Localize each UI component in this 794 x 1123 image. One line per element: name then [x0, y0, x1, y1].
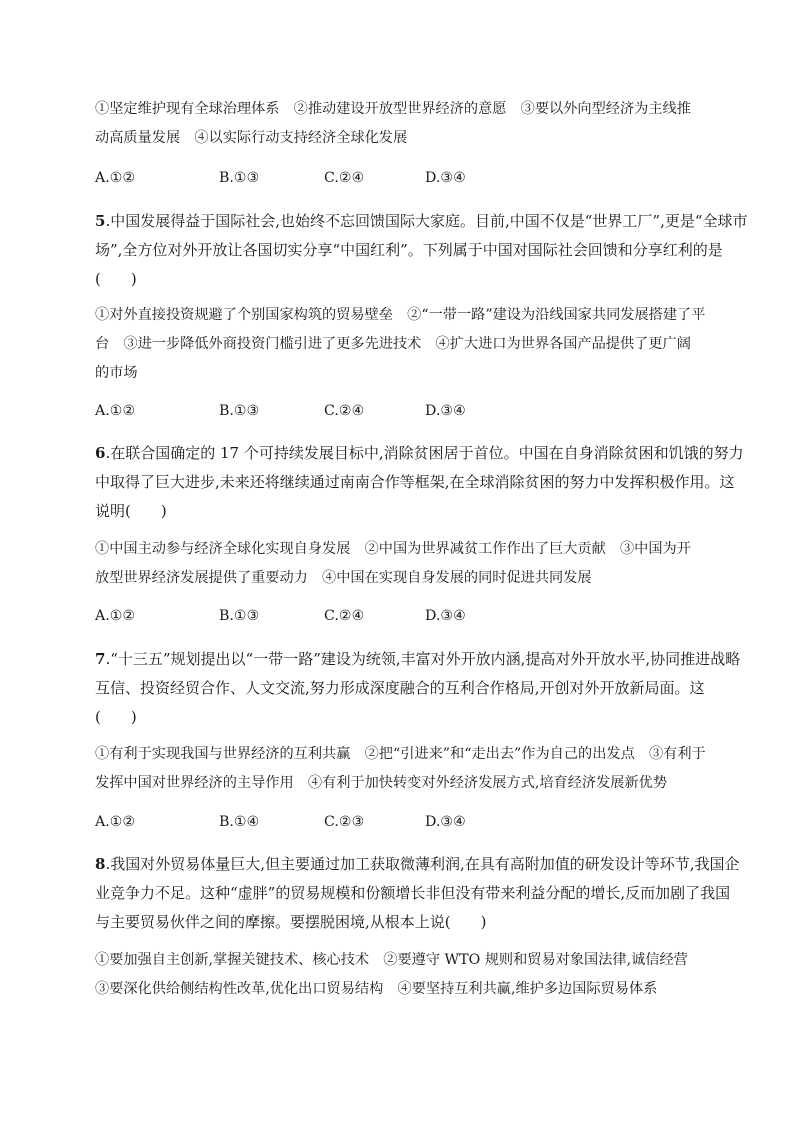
stem-line: 8.我国对外贸易体量巨大,但主要通过加工获取微薄利润,在具有高附加值的研发设计等环节,我国企: [95, 855, 740, 873]
q6-stem: [95, 439, 744, 526]
statement-line: 台 ③进一步降低外商投资门槛引进了更多先进技术 ④扩大进口为世界各国产品提供了更广阔: [95, 336, 691, 352]
stem-line: ( ): [95, 708, 137, 726]
statement-line: ①要加强自主创新,掌握关键技术、核心技术 ②要遵守 WTO 规则和贸易对象国法律,诚信经营: [95, 952, 688, 968]
statement-line: ①对外直接投资规避了个别国家构筑的贸易壁垒 ②“一带一路”建设为沿线国家共同发展搭建了平: [95, 307, 706, 323]
q5-stem: [95, 207, 748, 294]
stem-line: 6.在联合国确定的 17 个可持续发展目标中,消除贫困居于首位。中国在自身消除贫困和饥饿的努力: [95, 444, 744, 462]
option-a[interactable]: A.①②: [95, 814, 136, 830]
q8-stem: [95, 850, 740, 937]
q7-stem: [95, 645, 741, 732]
question-number: 8: [95, 855, 106, 873]
stem-line: 互信、投资经贸合作、人文交流,努力形成深度融合的互利合作格局,开创对外开放新局面。这: [95, 679, 705, 697]
option-c[interactable]: C.②④: [324, 608, 365, 624]
stem-line: 与主要贸易伙伴之间的摩擦。要摆脱困境,从根本上说( ): [95, 913, 487, 931]
option-a[interactable]: A.①②: [95, 170, 136, 186]
option-b[interactable]: B.①③: [219, 170, 260, 186]
stem-line: 业竞争力不足。这种“虚胖”的贸易规模和份额增长非但没有带来利益分配的增长,反而加剧了我国: [95, 884, 731, 902]
stem-line: 说明( ): [95, 502, 167, 520]
stem-line: 中取得了巨大进步,未来还将继续通过南南合作等框架,在全球消除贫困的努力中发挥积极作用。这: [95, 473, 735, 491]
stem-line: 5.中国发展得益于国际社会,也始终不忘回馈国际大家庭。目前,中国不仅是“世界工厂”,更是“全球市: [95, 212, 748, 230]
statement-line: 动高质量发展 ④以实际行动支持经济全球化发展: [95, 130, 408, 146]
q8-statements: [95, 946, 705, 1004]
stem-line: 场”,全方位对外开放让各国切实分享“中国红利”。下列属于中国对国际社会回馈和分享红利的是: [95, 241, 723, 259]
option-b[interactable]: B.①④: [219, 814, 260, 830]
option-b[interactable]: B.①③: [219, 608, 260, 624]
q6-options: [95, 608, 515, 632]
q4-options: [95, 170, 515, 194]
statement-line: ①中国主动参与经济全球化实现自身发展 ②中国为世界减贫工作作出了巨大贡献 ③中国为开: [95, 541, 691, 557]
stem-line: ( ): [95, 270, 137, 288]
statement-line: 的市场: [95, 365, 138, 381]
option-c[interactable]: C.②③: [324, 814, 365, 830]
statement-line: ③要深化供给侧结构性改革,优化出口贸易结构 ④要坚持互利共赢,维护多边国际贸易体系: [95, 981, 658, 997]
option-d[interactable]: D.③④: [425, 814, 466, 830]
statement-line: 发挥中国对世界经济的主导作用 ④有利于加快转变对外经济发展方式,培育经济发展新优势: [95, 775, 668, 791]
stem-line: 7.“十三五”规划提出以“一带一路”建设为统领,丰富对外开放内涵,提高对外开放水平,协同推进战略: [95, 650, 741, 668]
q6-statements: [95, 535, 705, 593]
option-a[interactable]: A.①②: [95, 608, 136, 624]
question-number: 5: [95, 212, 106, 230]
q7-statements: [95, 740, 705, 798]
option-c[interactable]: C.②④: [324, 403, 365, 419]
option-a[interactable]: A.①②: [95, 403, 136, 419]
statement-line: ①坚定维护现有全球治理体系 ②推动建设开放型世界经济的意愿 ③要以外向型经济为主线推: [95, 101, 691, 117]
question-number: 7: [95, 650, 106, 668]
q4-statements: [95, 95, 705, 153]
statement-line: 放型世界经济发展提供了重要动力 ④中国在实现自身发展的同时促进共同发展: [95, 570, 592, 586]
option-d[interactable]: D.③④: [425, 403, 466, 419]
question-number: 6: [95, 444, 106, 462]
option-b[interactable]: B.①③: [219, 403, 260, 419]
option-d[interactable]: D.③④: [425, 170, 466, 186]
option-c[interactable]: C.②④: [324, 170, 365, 186]
q7-options: [95, 814, 515, 838]
q5-statements: [95, 301, 705, 388]
q5-options: [95, 403, 515, 427]
statement-line: ①有利于实现我国与世界经济的互利共赢 ②把“引进来”和“走出去”作为自己的出发点 ③有利于: [95, 746, 706, 762]
option-d[interactable]: D.③④: [425, 608, 466, 624]
